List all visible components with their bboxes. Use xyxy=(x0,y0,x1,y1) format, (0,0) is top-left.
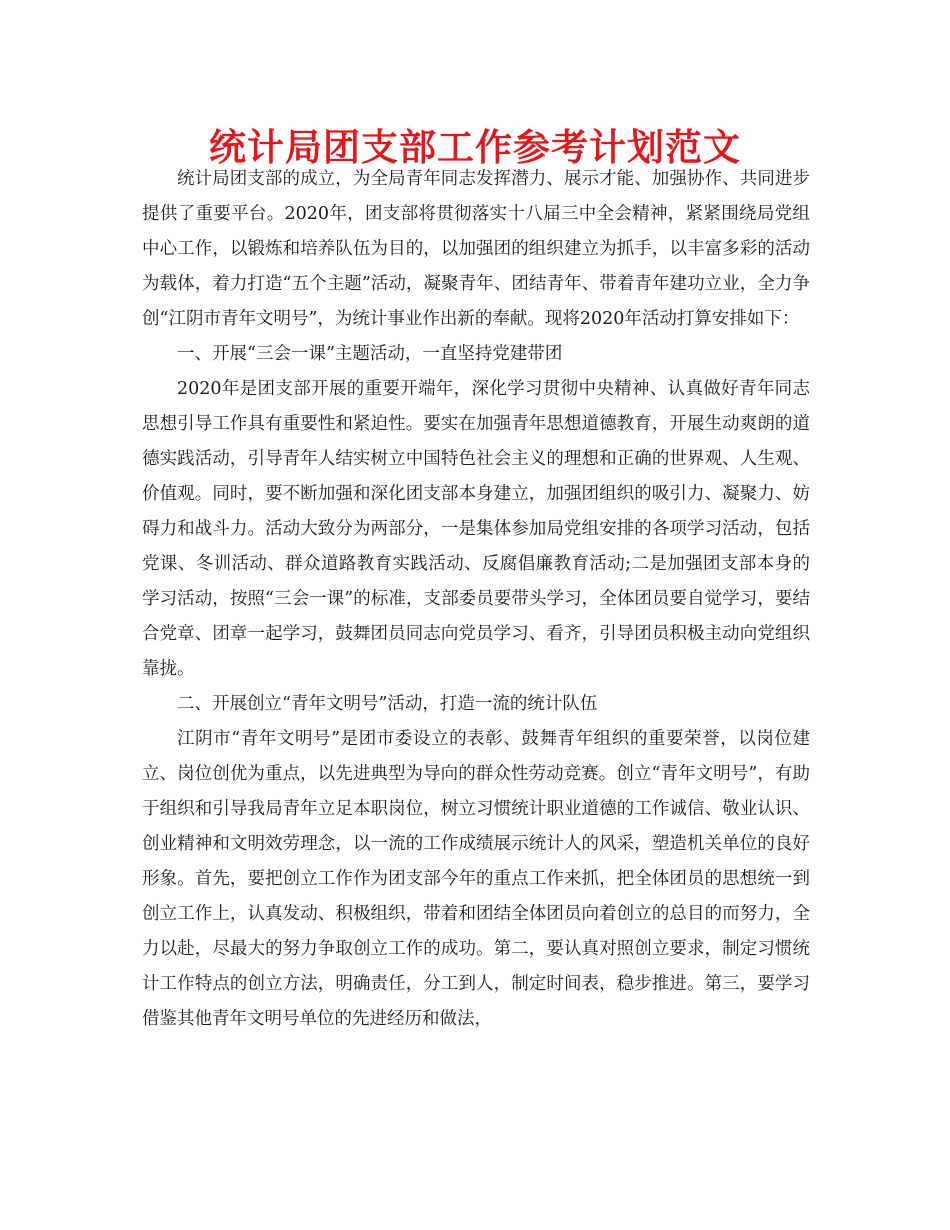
section-heading-2: 二、开展创立“青年文明号”活动，打造一流的统计队伍 xyxy=(177,694,598,714)
paragraph-intro: 统计局团支部的成立，为全局青年同志发挥潜力、展示才能、加强协作、共同进步提供了重要平台。2020年，团支部将贯彻落实十八届三中全会精神，紧紧围绕局党组中心工作，以锻炼和培养队伍为目的，以加强团的组织建立为抓手，以丰富多彩的活动为载体，着力打造“五个主题”活动，凝聚青年、团结青年、带着青年建功立业，全力争创“江阴市青年文明号”，为统计事业作出新的奉献。现将2020年活动打算安排如下： xyxy=(142,169,810,329)
section-heading-1: 一、开展“三会一课”主题活动，一直坚持党建带团 xyxy=(177,344,563,364)
paragraph-section-1: 2020年是团支部开展的重要开端年，深化学习贯彻中央精神、认真做好青年同志思想引导工作具有重要性和紧迫性。要实在加强青年思想道德教育，开展生动爽朗的道德实践活动，引导青年人结实树立中国特色社会主义的理想和正确的世界观、人生观、价值观。同时，要不断加强和深化团支部本身建立，加强团组织的吸引力、凝聚力、妨碍力和战斗力。活动大致分为两部分，一是集体参加局党组安排的各项学习活动，包括党课、冬训活动、群众道路教育实践活动、反腐倡廉教育活动;二是加强团支部本身的学习活动，按照“三会一课”的标准，支部委员要带头学习，全体团员要自觉学习，要结合党章、团章一起学习，鼓舞团员同志向党员学习、看齐，引导团员积极主动向党组织靠拢。 xyxy=(142,379,810,679)
paragraph-section-2: 江阴市“青年文明号”是团市委设立的表彰、鼓舞青年组织的重要荣誉，以岗位建立、岗位创优为重点，以先进典型为导向的群众性劳动竞赛。创立“青年文明号”，有助于组织和引导我局青年立足本职岗位，树立习惯统计职业道德的工作诚信、敬业认识、创业精神和文明效劳理念，以一流的工作成绩展示统计人的风采，塑造机关单位的良好形象。首先，要把创立工作作为团支部今年的重点工作来抓，把全体团员的思想统一到创立工作上，认真发动、积极组织，带着和团结全体团员向着创立的总目的而努力，全力以赴，尽最大的努力争取创立工作的成功。第二，要认真对照创立要求，制定习惯统计工作特点的创立方法，明确责任，分工到人，制定时间表，稳步推进。第三，要学习借鉴其他青年文明号单位的先进经历和做法， xyxy=(142,729,810,1029)
document-title: 统计局团支部工作参考计划范文 xyxy=(209,126,741,169)
document-body xyxy=(142,162,810,1037)
